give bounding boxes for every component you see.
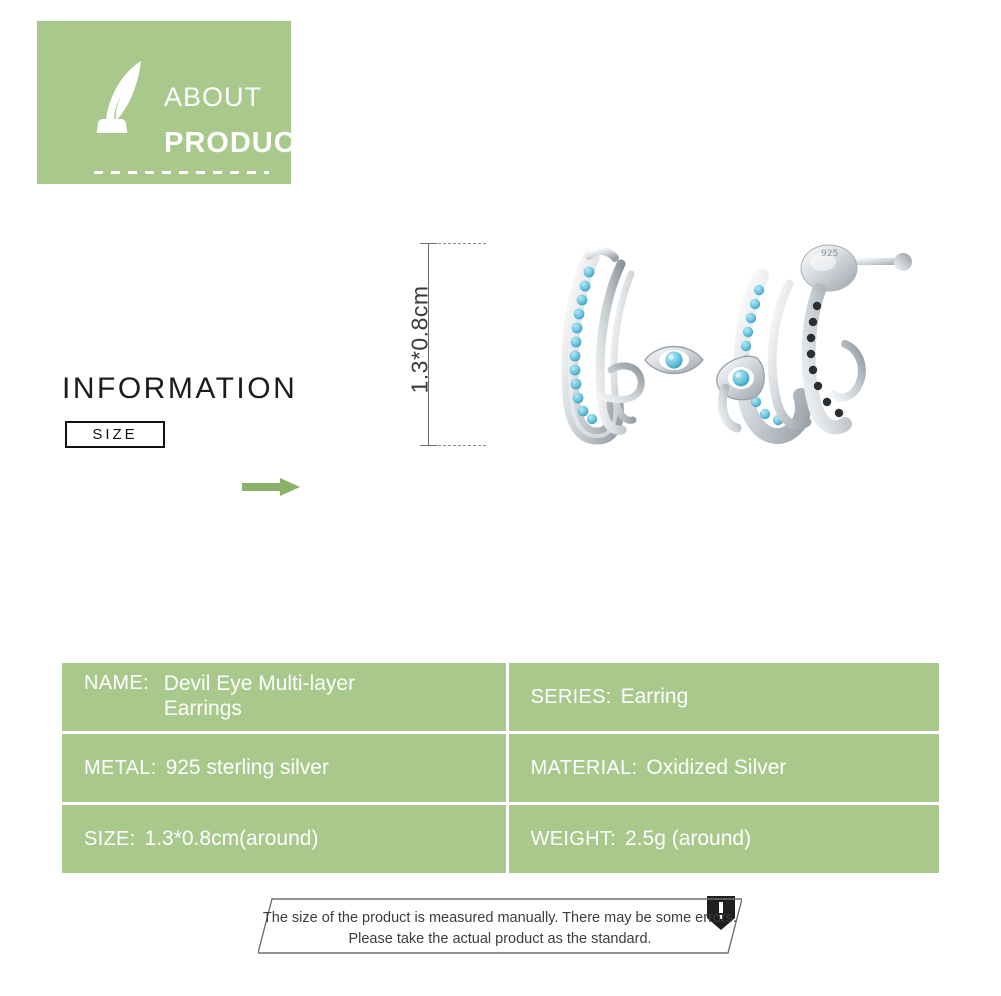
table-row (62, 663, 939, 733)
spec-cell-material (507, 733, 939, 804)
dimension-label: 1.3*0.8cm (406, 285, 433, 394)
information-heading: INFORMATION (62, 372, 298, 405)
quill-pen-icon (95, 59, 153, 141)
spec-value: 2.5g (around) (625, 827, 752, 850)
spec-cell-weight (507, 804, 939, 874)
table-row (62, 733, 939, 804)
note-line-2: Please take the actual product as the standard. (348, 931, 652, 948)
dimension-callout (396, 238, 486, 452)
about-label: ABOUT (164, 82, 263, 112)
arrow-right-icon (242, 478, 300, 496)
spec-key: METAL: (84, 756, 157, 779)
spec-cell-metal (62, 733, 507, 804)
dimension-cap-top (420, 243, 437, 244)
table-row (62, 804, 939, 874)
spec-value: 925 sterling silver (165, 756, 329, 779)
spec-value: Oxidized Silver (646, 756, 787, 779)
note-line-1: The size of the product is measured manually. There may be some errors. (262, 910, 738, 926)
badge-dashed-divider (94, 171, 269, 174)
spec-key: WEIGHT: (530, 827, 616, 850)
spec-key: NAME: (84, 672, 149, 695)
spec-cell-series (507, 663, 939, 733)
spec-value: Earring (620, 685, 689, 708)
devil-eye-multi-layer-earrings-photo (505, 228, 935, 478)
about-product-badge (37, 21, 315, 184)
spec-value: 1.3*0.8cm(around) (144, 827, 319, 850)
product-label: PRODUCT (164, 127, 315, 159)
measurement-note (258, 898, 742, 954)
spec-value: Devil Eye Multi-layer Earrings (163, 672, 356, 720)
size-tag-label: SIZE (92, 426, 138, 443)
dimension-cap-bottom (420, 445, 437, 446)
product-specs-table (62, 663, 939, 873)
spec-key: SERIES: (530, 685, 612, 708)
spec-key: SIZE: (84, 827, 136, 850)
spec-cell-name (62, 663, 507, 733)
svg-text:925: 925 (821, 249, 839, 259)
spec-cell-size (62, 804, 507, 874)
size-tag (65, 421, 165, 448)
spec-key: MATERIAL: (530, 756, 638, 779)
